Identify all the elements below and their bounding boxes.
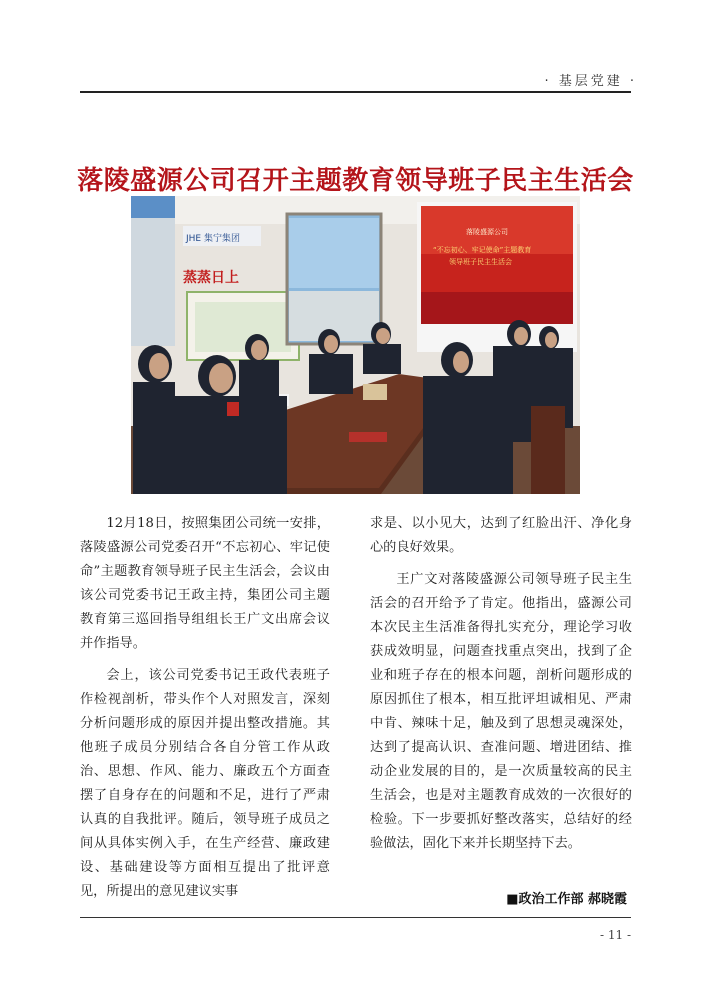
article-paragraph-continued: 求是、以小见大，达到了红脸出汗、净化身心的良好效果。 xyxy=(370,516,632,555)
screen-text-3: 领导班子民主生活会 xyxy=(449,258,512,266)
article-paragraph: 12月18日，按照集团公司统一安排，落陵盛源公司党委召开“不忘初心、牢记使命”主题教育领导班子民主生活会，会议由该公司党委书记王政主持，集团公司主题教育第三巡回指导组组长王广文出席会议并作指导。 xyxy=(80,516,330,651)
section-header: · 基层党建 · xyxy=(544,74,637,89)
article-paragraph: 王广文对落陵盛源公司领导班子民主生活会的召开给予了肯定。他指出，盛源公司本次民主生活准备得扎实充分，理论学习收获成效明显，问题查找重点突出，找到了企业和班子存在的根本问题，剖析问题形成的原因抓住了根本，相互批评坦诚相见、严肃中肯、辣味十足，触及到了思想灵魂深处，达到了提高认识、查准问题、增进团结、推动企业发展的目的，是一次质量较高的民主生活会，也是对主题教育成效的一次很好的检验。下一步要抓好整改落实，总结好的经验做法，固化下来并长期坚持下去。 xyxy=(370,572,632,851)
header-divider xyxy=(80,91,631,93)
page-number: - 11 - xyxy=(599,928,631,942)
article-column-left xyxy=(80,512,330,912)
screen-text-1: 落陵盛源公司 xyxy=(466,228,508,236)
article-title: 落陵盛源公司召开主题教育领导班子民主生活会 xyxy=(77,166,634,197)
wall-slogan-text: 蒸蒸日上 xyxy=(183,270,239,286)
article-paragraph: 会上，该公司党委书记王政代表班子作检视剖析，带头作个人对照发言，深刻分析问题形成的原因并提出整改措施。其他班子成员分别结合各自分管工作从政治、思想、作风、能力、廉政五个方面查摆了自身存在的问题和不足，进行了严肃认真的自我批评。随后，领导班子成员之间从具体实例入手，在生产经营、廉政建设、基础建设等方面相互提出了批评意见，所提出的意见建议实事 xyxy=(80,668,330,899)
footer-divider xyxy=(80,917,631,918)
article-column-right xyxy=(370,512,632,864)
screen-text-2: “不忘初心、牢记使命”主题教育 xyxy=(433,246,532,254)
wall-logo-text: JHE 集宁集团 xyxy=(186,234,240,244)
author-byline: ■政治工作部 郝晓霞 xyxy=(506,892,627,907)
meeting-photo xyxy=(131,196,580,494)
